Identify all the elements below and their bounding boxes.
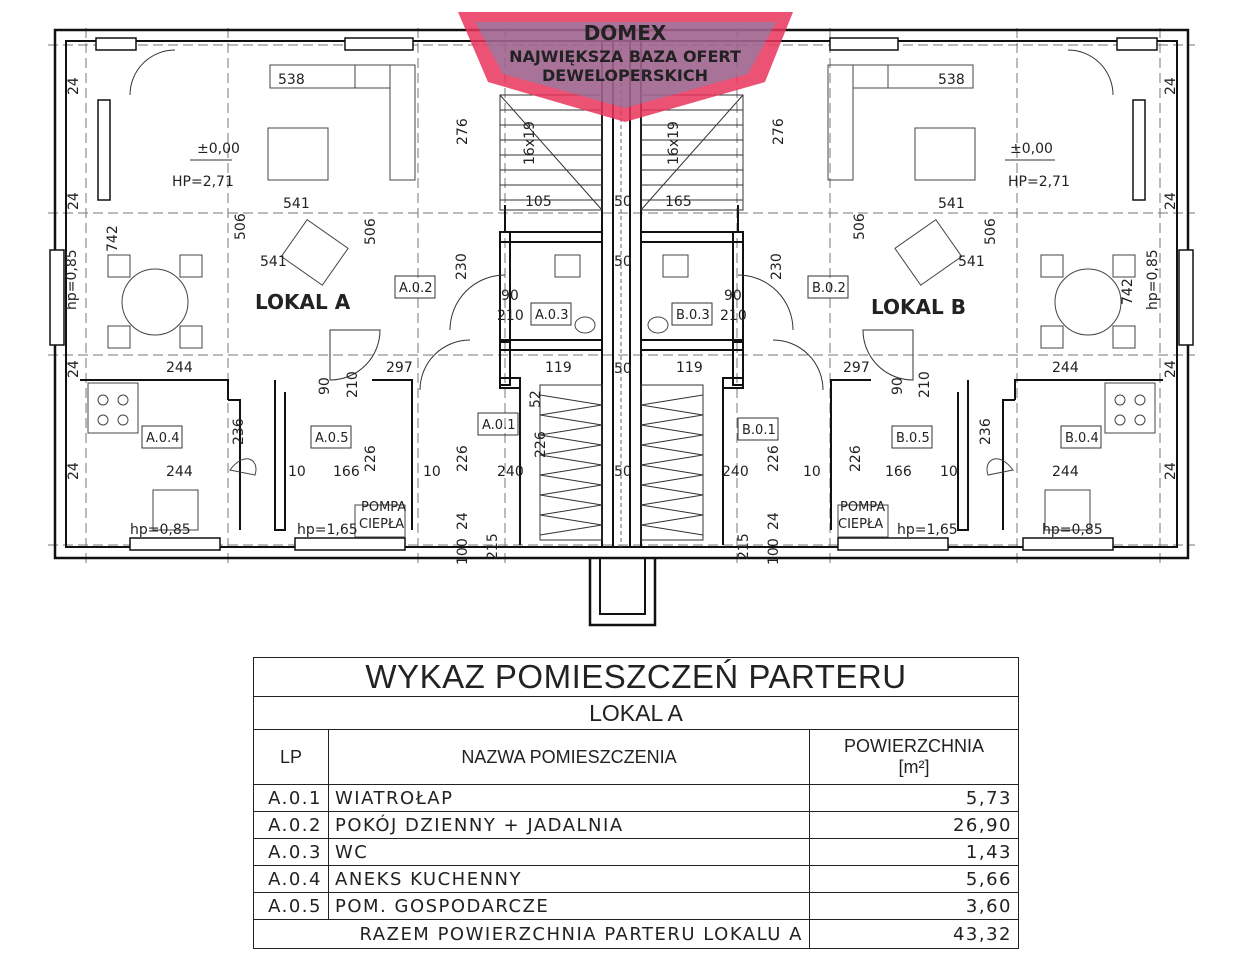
dim-label: 541: [283, 196, 310, 212]
hp-b: HP=2,71: [1008, 174, 1070, 190]
dim-label: 210: [720, 308, 747, 324]
dim-label: 297: [843, 360, 870, 376]
dim-label: 244: [166, 360, 193, 376]
header-area: [810, 730, 1019, 785]
dim-label: 10: [423, 464, 441, 480]
room-b04: B.0.4: [1065, 431, 1099, 446]
row-area: 5,66: [810, 866, 1019, 893]
watermark-line1: NAJWIĘKSZA BAZA OFERT: [509, 47, 741, 66]
row-area: 3,60: [810, 893, 1019, 920]
dim-label: 90: [890, 377, 906, 395]
row-area: 5,73: [810, 785, 1019, 812]
room-b05: B.0.5: [896, 431, 930, 446]
row-lp: A.0.3: [254, 839, 329, 866]
dim-label: hp=0,85: [1145, 249, 1161, 310]
table-row: [254, 893, 1019, 920]
table-title: WYKAZ POMIESZCZEŃ PARTERU: [254, 658, 1019, 697]
table-row: [254, 866, 1019, 893]
room-b01: B.0.1: [742, 423, 776, 438]
row-name: POM. GOSPODARCZE: [329, 893, 810, 920]
dim-label: 10: [803, 464, 821, 480]
table-row: [254, 839, 1019, 866]
dim-label: 165: [665, 194, 692, 210]
dim-label: hp=0,85: [64, 249, 80, 310]
dim-label: 240: [497, 464, 524, 480]
dim-label: 236: [231, 418, 247, 445]
dim-label: 742: [1120, 278, 1136, 305]
dim-label: 50: [614, 361, 632, 377]
row-name: WIATROŁAP: [329, 785, 810, 812]
row-name: POKÓJ DZIENNY + JADALNIA: [329, 812, 810, 839]
dim-label: 166: [885, 464, 912, 480]
row-lp: A.0.1: [254, 785, 329, 812]
dim-label: 276: [455, 118, 471, 145]
watermark-brand: DOMEX: [583, 21, 667, 45]
dim-label: 215: [485, 533, 501, 560]
room-a05: A.0.5: [315, 431, 349, 446]
dim-label: 24: [766, 512, 782, 530]
dim-label: hp=1,65: [897, 522, 958, 538]
dim-label: 210: [497, 308, 524, 324]
dim-label: 541: [938, 196, 965, 212]
row-area: 26,90: [810, 812, 1019, 839]
dim-label: 90: [724, 288, 742, 304]
dim-label: 297: [386, 360, 413, 376]
room-a01: A.0.1: [482, 418, 516, 433]
room-a04: A.0.4: [146, 431, 180, 446]
level-mark-b: [1005, 141, 1070, 190]
dim-label: 24: [66, 360, 82, 378]
dim-label: 10: [940, 464, 958, 480]
dim-label: 119: [676, 360, 703, 376]
row-lp: A.0.5: [254, 893, 329, 920]
dim-label: 16x19: [522, 121, 538, 165]
dim-label: 244: [1052, 360, 1079, 376]
dim-label: 538: [278, 72, 305, 88]
dim-label: 541: [260, 254, 287, 270]
dim-label: 244: [166, 464, 193, 480]
dim-label: 506: [983, 218, 999, 245]
rooms-table: [253, 657, 1019, 949]
lokal-b-label: LOKAL B: [871, 295, 966, 319]
dim-label: 226: [766, 445, 782, 472]
dim-label: 210: [917, 371, 933, 398]
header-name: NAZWA POMIESZCZENIA: [329, 730, 810, 785]
dim-label: 105: [525, 194, 552, 210]
hp-a: HP=2,71: [172, 174, 234, 190]
dim-label: 119: [545, 360, 572, 376]
dim-label: 166: [333, 464, 360, 480]
level-b: ±0,00: [1010, 141, 1053, 157]
dim-label: 10: [288, 464, 306, 480]
dim-label: 244: [1052, 464, 1079, 480]
table-row: [254, 785, 1019, 812]
total-value: 43,32: [810, 920, 1019, 949]
dim-label: 230: [769, 253, 785, 280]
dim-label: 24: [66, 462, 82, 480]
dim-label: 100: [766, 538, 782, 565]
header-area-label: POWIERZCHNIA: [843, 736, 984, 756]
dim-label: 506: [233, 213, 249, 240]
dim-label: 24: [1163, 360, 1179, 378]
level-mark-a: [172, 141, 240, 190]
dim-label: 276: [771, 118, 787, 145]
dim-label: 742: [105, 225, 121, 252]
dim-label: 230: [454, 253, 470, 280]
dim-label: 90: [501, 288, 519, 304]
interior-walls-right: [641, 205, 1163, 545]
dim-label: 90: [317, 377, 333, 395]
dim-label: 240: [722, 464, 749, 480]
dim-label: 541: [958, 254, 985, 270]
dim-label: 226: [455, 445, 471, 472]
dim-label: 16x19: [666, 121, 682, 165]
room-a02: A.0.2: [399, 281, 433, 296]
watermark-line2: DEWELOPERSKICH: [542, 66, 708, 85]
dim-label: 24: [66, 77, 82, 95]
room-a03: A.0.3: [535, 308, 569, 323]
lokal-a-label: LOKAL A: [255, 290, 351, 314]
total-row: [254, 920, 1019, 949]
dim-label: 210: [345, 371, 361, 398]
header-area-unit: [m²]: [898, 757, 930, 777]
pompa-b: POMPA: [840, 500, 886, 515]
dim-label: 52: [528, 390, 544, 408]
dim-label: 24: [1163, 192, 1179, 210]
dim-label: 506: [363, 218, 379, 245]
dim-label: 24: [1163, 462, 1179, 480]
dim-label: 50: [614, 254, 632, 270]
table-subtitle: LOKAL A: [254, 697, 1019, 730]
dim-label: 226: [363, 445, 379, 472]
row-area: 1,43: [810, 839, 1019, 866]
dim-label: 24: [66, 192, 82, 210]
table-row: [254, 812, 1019, 839]
pompa-a: POMPA: [361, 500, 407, 515]
row-lp: A.0.2: [254, 812, 329, 839]
row-lp: A.0.4: [254, 866, 329, 893]
dim-label: 24: [455, 512, 471, 530]
room-b03: B.0.3: [676, 308, 710, 323]
dim-label: hp=0,85: [1042, 522, 1103, 538]
dim-label: 506: [852, 213, 868, 240]
total-label: RAZEM POWIERZCHNIA PARTERU LOKALU A: [254, 920, 810, 949]
header-lp: LP: [254, 730, 329, 785]
ciepla-a: CIEPŁA: [359, 517, 405, 532]
dim-label: hp=0,85: [130, 522, 191, 538]
row-name: WC: [329, 839, 810, 866]
dim-label: 226: [848, 445, 864, 472]
level-a: ±0,00: [197, 141, 240, 157]
dim-label: 226: [533, 431, 549, 458]
interior-walls-left: [80, 205, 602, 545]
row-name: ANEKS KUCHENNY: [329, 866, 810, 893]
dim-label: hp=1,65: [297, 522, 358, 538]
dim-label: 100: [455, 538, 471, 565]
room-b02: B.0.2: [812, 281, 846, 296]
dim-label: 24: [1163, 77, 1179, 95]
dim-label: 50: [614, 194, 632, 210]
dim-label: 538: [938, 72, 965, 88]
ciepla-b: CIEPŁA: [838, 517, 884, 532]
dim-label: 215: [736, 533, 752, 560]
dim-label: 50: [614, 464, 632, 480]
dim-label: 236: [978, 418, 994, 445]
